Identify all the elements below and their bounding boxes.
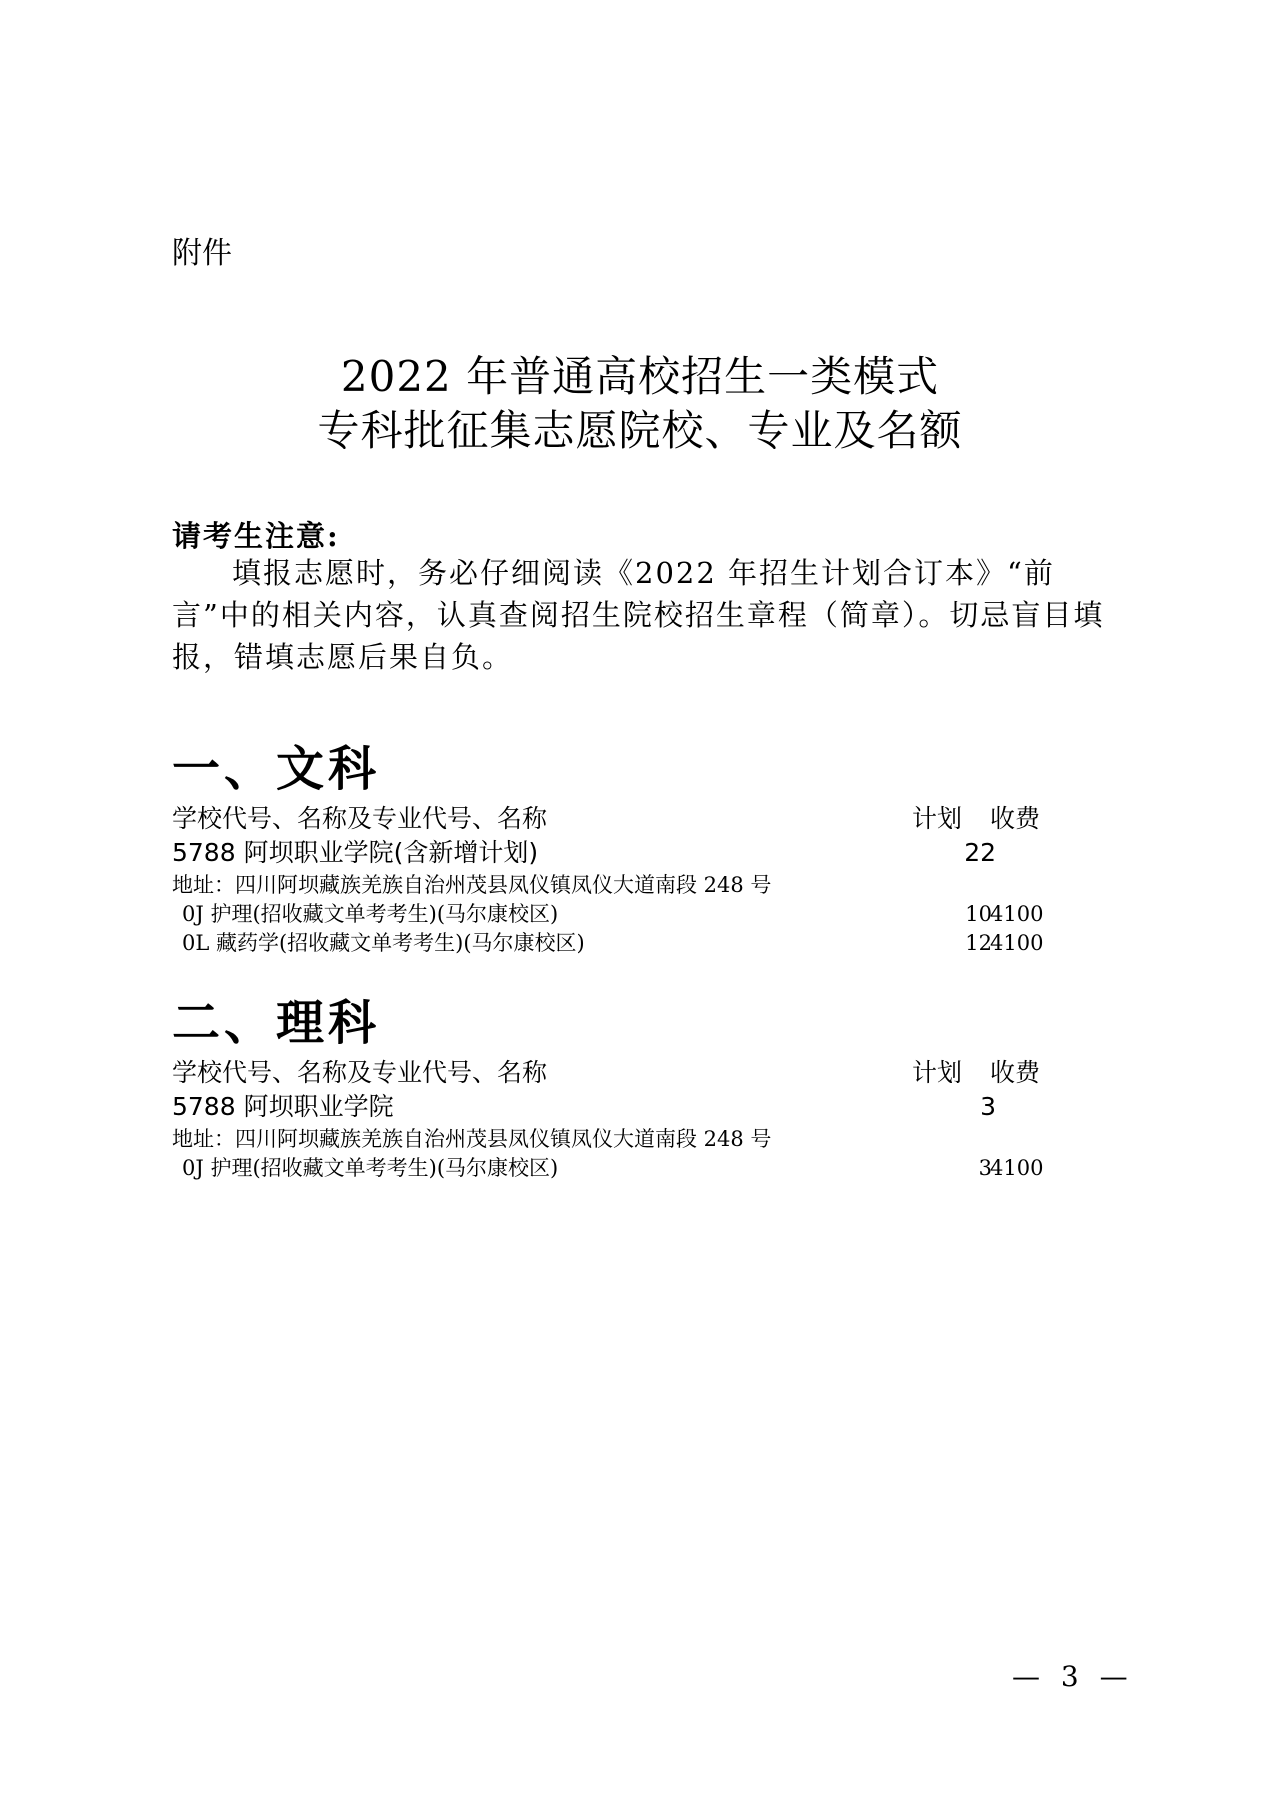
column-header-row — [172, 802, 1062, 836]
major-fee: 4100 — [990, 1156, 1044, 1180]
column-header-plan: 计划 — [912, 1058, 963, 1087]
title-line-1: 2022 年普通高校招生一类模式 — [340, 352, 940, 401]
column-header-name: 学校代号、名称及专业代号、名称 — [172, 804, 548, 833]
major-fee: 4100 — [990, 902, 1044, 926]
notice-heading: 请考生注意: — [172, 519, 340, 553]
major-row — [172, 900, 1062, 929]
major-name: 0J 护理(招收藏文单考考生)(马尔康校区) — [182, 1156, 559, 1180]
major-name: 0J 护理(招收藏文单考考生)(马尔康校区) — [182, 902, 559, 926]
column-header-fee: 收费 — [990, 804, 1041, 833]
major-plan: 3 — [978, 1156, 992, 1180]
major-row — [172, 929, 1062, 958]
school-address: 地址：四川阿坝藏族羌族自治州茂县凤仪镇凤仪大道南段 248 号 — [172, 1127, 772, 1151]
column-header-fee: 收费 — [990, 1058, 1041, 1087]
column-header-name: 学校代号、名称及专业代号、名称 — [172, 1058, 548, 1087]
school-name: 5788 阿坝职业学院 — [172, 1092, 394, 1121]
school-address: 地址：四川阿坝藏族羌族自治州茂县凤仪镇凤仪大道南段 248 号 — [172, 873, 772, 897]
column-header-row — [172, 1056, 1062, 1090]
major-fee: 4100 — [990, 931, 1044, 955]
school-row — [172, 1090, 1062, 1124]
major-plan: 10 — [965, 902, 992, 926]
school-name: 5788 阿坝职业学院(含新增计划) — [172, 838, 539, 867]
school-plan: 3 — [980, 1092, 996, 1121]
section-title: 一、文科 — [172, 741, 381, 797]
major-name: 0L 藏药学(招收藏文单考考生)(马尔康校区) — [182, 931, 585, 955]
major-row — [172, 1154, 1062, 1183]
section-liberal-arts — [172, 736, 1062, 958]
major-plan: 12 — [965, 931, 992, 955]
section-science — [172, 990, 1062, 1183]
notice-body: 填报志愿时，务必仔细阅读《2022 年招生计划合订本》“前言”中的相关内容，认真查阅招生院校招生章程（简章）。切忌盲目填报，错填志愿后果自负。 — [172, 556, 1105, 674]
school-plan: 22 — [964, 838, 996, 867]
column-header-plan: 计划 — [912, 804, 963, 833]
page-number: — 3 — — [1012, 1660, 1134, 1693]
section-title: 二、理科 — [172, 995, 381, 1051]
title-line-2: 专科批征集志愿院校、专业及名额 — [317, 406, 963, 455]
attachment-label: 附件 — [172, 236, 232, 271]
school-row — [172, 836, 1062, 870]
